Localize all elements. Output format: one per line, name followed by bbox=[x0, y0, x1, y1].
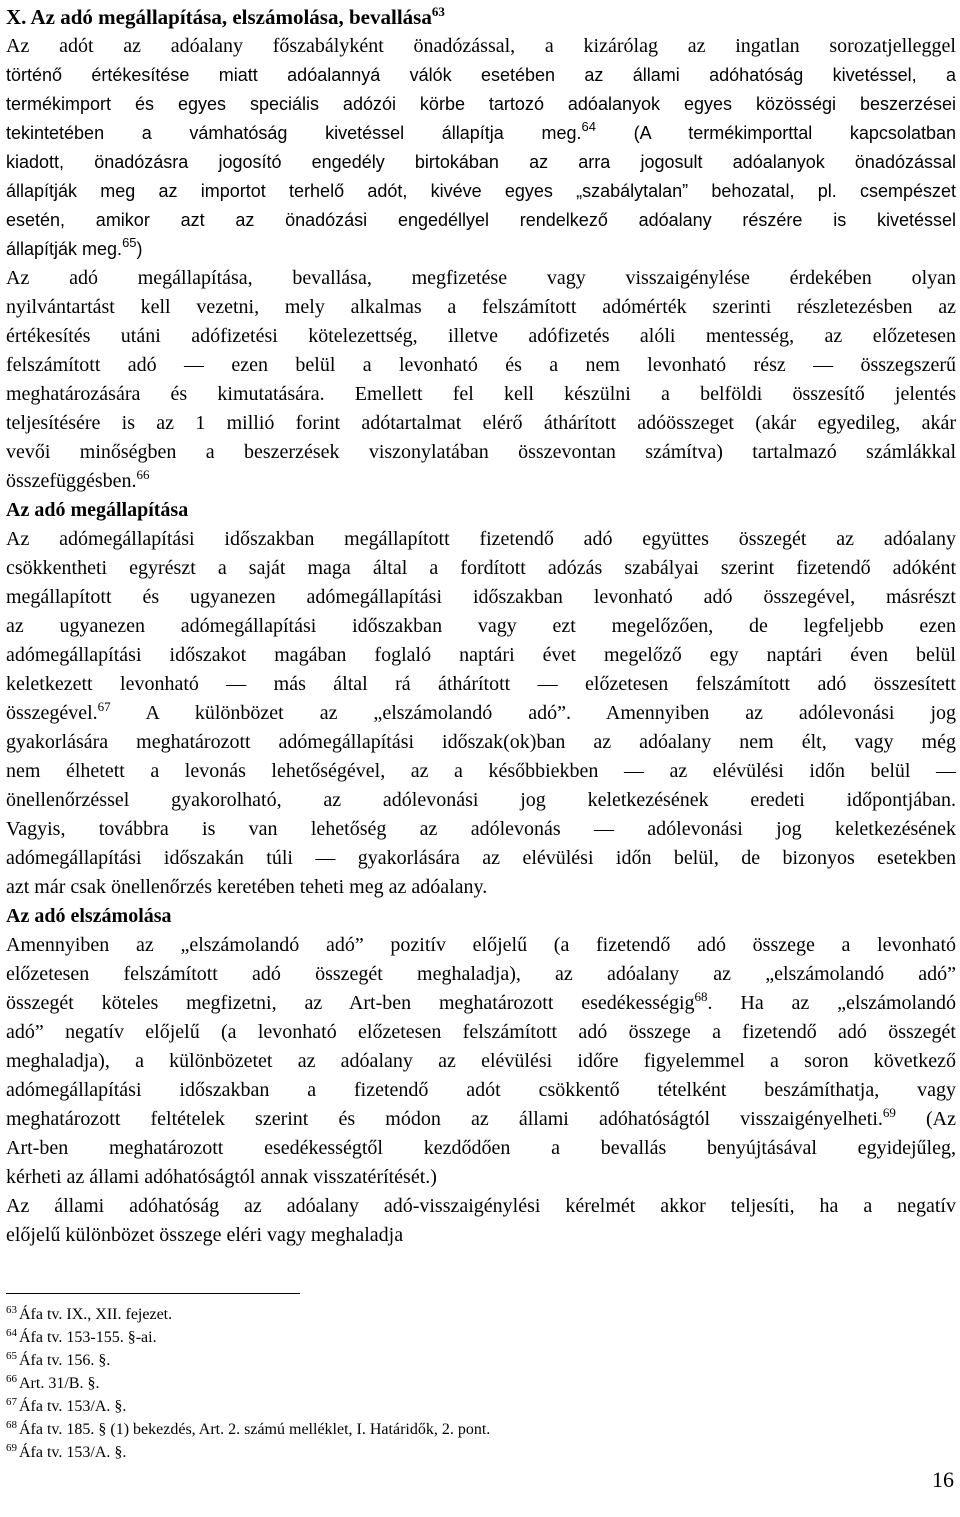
text-line: felszámított adó — ezen belül a levonható és a nem levonható rész — összegszerű bbox=[6, 354, 956, 376]
text-line: nem élhetett a levonás lehetőségével, az a későbbiekben — az elévülési időn belül — bbox=[6, 760, 956, 782]
text-line: Az adót az adóalany főszabályként önadózással, a kizárólag az ingatlan sorozatjelleggel bbox=[6, 35, 956, 57]
text-line: adómegállapítási időszakán túli — gyakorlására az elévülési időn belül, de bizonyos esetekben bbox=[6, 847, 956, 869]
footnote-separator bbox=[6, 1293, 300, 1294]
text-line: történő értékesítése miatt adóalannyá válók esetében az állami adóhatóság kivetéssel, a bbox=[6, 65, 956, 85]
text-line: összegét köteles megfizetni, az Art-ben meghatározott esedékességig$^{68}$. Ha az „elszámolandó bbox=[6, 989, 956, 1014]
footnote-68: $^{68}$ Áfa tv. 185. § (1) bekezdés, Art. 2. számú melléklet, I. Határidők, 2. pont. bbox=[6, 1419, 491, 1438]
text-line: Az állami adóhatóság az adóalany adó-visszaigénylési kérelmét akkor teljesíti, ha a negatív bbox=[6, 1195, 956, 1217]
footnote-67: $^{67}$ Áfa tv. 153/A. §. bbox=[6, 1396, 127, 1415]
text-line: Amennyiben az „elszámolandó adó” pozitív előjelű (a fizetendő adó összege a levonható bbox=[6, 934, 956, 956]
text-line: előzetesen felszámított adó összegét meghaladja), az adóalany az „elszámolandó adó” bbox=[6, 963, 956, 985]
text-line: Az adó megállapítása, bevallása, megfizetése vagy visszaigénylése érdekében olyan bbox=[6, 267, 956, 289]
text-line: meghaladja), a különbözetet az adóalany az elévülési időre figyelemmel a soron következő bbox=[6, 1050, 956, 1072]
footnote-ref-64[interactable]: 64 bbox=[581, 119, 596, 134]
heading-tax-settlement: Az adó elszámolása bbox=[6, 905, 172, 927]
footnote-63: $^{63}$ Áfa tv. IX., XII. fejezet. bbox=[6, 1304, 173, 1323]
text-line: tekintetében a vámhatóság kivetéssel állapítja meg.$^{64}$ (A termékimporttal kapcsolatban bbox=[6, 119, 956, 143]
text-line: állapítják meg az importot terhelő adót, kivéve egyes „szabálytalan” behozatal, pl. csempészet bbox=[6, 181, 956, 201]
text-line: meghatározott feltételek szerint és módon az állami adóhatóságtól visszaigényelheti.$^{69}$ (Az bbox=[6, 1105, 956, 1130]
text-line: előjelű különbözet összege eléri vagy meghaladja bbox=[6, 1224, 404, 1246]
document-page bbox=[6, 0, 956, 1250]
paragraph-settlement bbox=[6, 931, 956, 1192]
footnote-ref-69[interactable]: 69 bbox=[882, 1105, 896, 1120]
footnote-ref-68[interactable]: 68 bbox=[694, 989, 708, 1004]
footnote-ref-66[interactable]: 66 bbox=[136, 467, 150, 482]
text-line: kiadott, önadózásra jogosító engedély birtokában az arra jogosult adóalanyok önadózással bbox=[6, 152, 956, 172]
text-line: adómegállapítási időszakban a fizetendő adót csökkentő tételként beszámíthatja, vagy bbox=[6, 1079, 956, 1101]
text-line: keletkezett levonható — más által rá áthárított — előzetesen felszámított adó összesített bbox=[6, 673, 956, 695]
text-line: nyilvántartást kell vezetni, mely alkalmas a felszámított adómérték szerinti részletezésben az bbox=[6, 296, 956, 318]
text-line: állapítják meg.$^{65}$) bbox=[6, 235, 143, 259]
text-line: adómegállapítási időszakot magában foglaló naptári évet megelőző egy naptári éven belül bbox=[6, 644, 956, 666]
footnote-ref-65[interactable]: 65 bbox=[122, 235, 137, 250]
text-line: termékimport és egyes speciális adózói körbe tartozó adóalanyok egyes közösségi beszerzései bbox=[6, 94, 956, 114]
footnote-66: $^{66}$ Art. 31/B. §. bbox=[6, 1373, 100, 1392]
footnotes bbox=[6, 1303, 806, 1464]
paragraph-intro bbox=[6, 32, 956, 264]
text-line: önellenőrzéssel gyakorolható, az adólevonási jog keletkezésének eredeti időpontjában. bbox=[6, 789, 956, 811]
text-line: Vagyis, továbbra is van lehetőség az adólevonás — adólevonási jog keletkezésének bbox=[6, 818, 956, 840]
footnote-ref-67[interactable]: 67 bbox=[97, 699, 111, 714]
paragraph-records bbox=[6, 264, 956, 496]
text-line: esetén, amikor azt az önadózási engedéllyel rendelkező adóalany részére is kivetéssel bbox=[6, 210, 956, 230]
page-number: 16 bbox=[932, 1467, 954, 1492]
text-line: csökkentheti egyrészt a saját maga által a fordított adózás szabályai szerint fizetendő adóként bbox=[6, 557, 956, 579]
text-line: az ugyanezen adómegállapítási időszakban vagy ezt megelőzően, de legfeljebb ezen bbox=[6, 615, 956, 637]
text-line: összegével.$^{67}$ A különbözet az „elszámolandó adó”. Amennyiben az adólevonási jog bbox=[6, 699, 956, 724]
text-line: teljesítésére is az 1 millió forint adótartalmat elérő áthárított adóösszeget (akár egyedileg, akár bbox=[6, 412, 956, 434]
text-line: Az adómegállapítási időszakban megállapított fizetendő adó együttes összegét az adóalany bbox=[6, 528, 956, 550]
footnote-65: $^{65}$ Áfa tv. 156. §. bbox=[6, 1350, 111, 1369]
text-line: Art-ben meghatározott esedékességtől kezdődően a bevallás benyújtásával egyidejűleg, bbox=[6, 1137, 956, 1159]
footnote-69: $^{69}$ Áfa tv. 153/A. §. bbox=[6, 1442, 127, 1461]
text-line: meghatározására és kimutatására. Emellett fel kell készülni a belföldi összesítő jelentés bbox=[6, 383, 956, 405]
section-title: X. Az adó megállapítása, elszámolása, bevallása$^{63}$ bbox=[6, 4, 445, 29]
footnote-64: $^{64}$ Áfa tv. 153-155. §-ai. bbox=[6, 1327, 157, 1346]
text-line: kérheti az állami adóhatóságtól annak visszatérítését.) bbox=[6, 1166, 437, 1188]
text-line: adó” negatív előjelű (a levonható előzetesen felszámított adó összege a fizetendő adó összegét bbox=[6, 1021, 956, 1043]
heading-tax-assessment: Az adó megállapítása bbox=[6, 499, 189, 521]
text-line: gyakorlására meghatározott adómegállapítási időszak(ok)ban az adóalany nem élt, vagy még bbox=[6, 731, 956, 753]
paragraph-assessment bbox=[6, 525, 956, 902]
text-line: összefüggésben.$^{66}$ bbox=[6, 467, 150, 492]
text-line: megállapított és ugyanezen adómegállapítási időszakban levonható adó összegével, másrészt bbox=[6, 586, 956, 608]
text-line: értékesítés utáni adófizetési kötelezettség, illetve adófizetés alóli mentesség, az előzetesen bbox=[6, 325, 956, 347]
footnote-ref-63[interactable]: 63 bbox=[431, 4, 445, 19]
text-line: vevői minőségben a beszerzések viszonylatában összevontan számítva) tartalmazó számlákkal bbox=[6, 441, 956, 463]
paragraph-refund bbox=[6, 1192, 956, 1250]
text-line: azt már csak önellenőrzés keretében teheti meg az adóalany. bbox=[6, 876, 488, 898]
